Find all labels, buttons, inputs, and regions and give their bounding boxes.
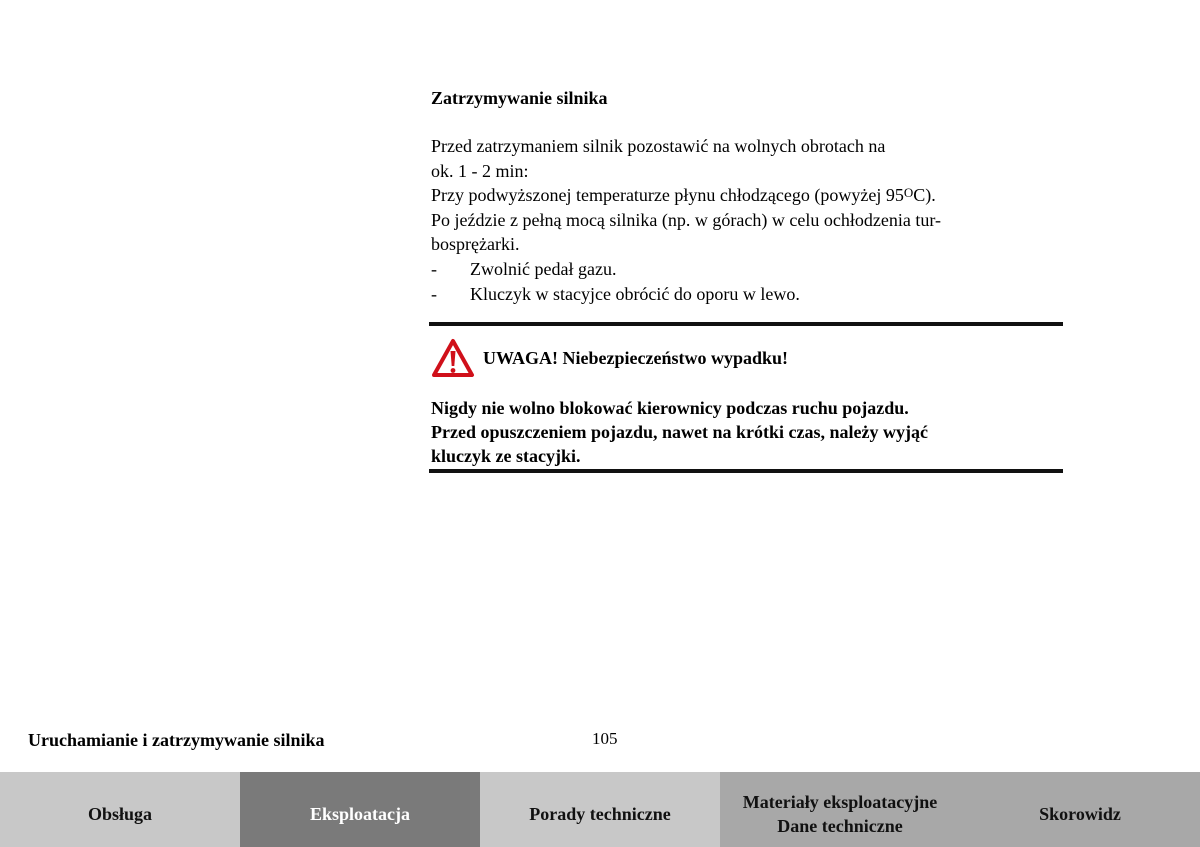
warning-line: Nigdy nie wolno blokować kierownicy podczas ruchu pojazdu.	[431, 398, 909, 418]
list-dash: -	[431, 283, 437, 304]
degree-mark: O	[903, 185, 914, 201]
warning-top-rule	[429, 322, 1063, 326]
paragraph-line-temperature	[431, 183, 1071, 208]
paragraph-line: bosprężarki.	[431, 234, 520, 255]
nav-tab-label: Skorowidz	[1039, 803, 1121, 824]
nav-tab-label-line1: Materiały eksploatacyjne	[742, 791, 938, 812]
paragraph-line: Przed zatrzymaniem silnik pozostawić na wolnych obrotach na	[431, 136, 886, 156]
paragraph-line: Po jeździe z pełną mocą silnika (np. w górach) w celu ochłodzenia tur-	[431, 209, 941, 230]
section-paragraph	[431, 134, 1071, 257]
warning-body	[431, 396, 1061, 468]
nav-tab-porady-techniczne[interactable]	[480, 772, 720, 847]
section-content	[431, 86, 1071, 306]
warning-line: kluczyk ze stacyjki.	[431, 446, 581, 466]
page-number: 105	[592, 729, 618, 748]
temperature-unit: C).	[913, 185, 936, 206]
list-dash: -	[431, 258, 437, 279]
section-heading: Zatrzymywanie silnika	[431, 88, 608, 108]
list-item	[431, 257, 1071, 282]
list-item	[431, 282, 1071, 307]
warning-header	[431, 338, 788, 378]
list-item-text: Kluczyk w stacyjce obrócić do oporu w lewo.	[470, 283, 800, 304]
nav-tab-label: Eksploatacja	[309, 803, 410, 824]
warning-bottom-rule	[429, 469, 1063, 473]
nav-tab-eksploatacja[interactable]	[240, 772, 480, 847]
step-list	[431, 257, 1071, 306]
nav-tab-materialy-dane[interactable]	[720, 772, 960, 847]
paragraph-line: ok. 1 - 2 min:	[431, 160, 529, 181]
chapter-nav-bar	[0, 772, 1200, 847]
nav-tab-label: Porady techniczne	[529, 803, 671, 824]
warning-triangle-icon	[431, 338, 475, 378]
warning-line: Przed opuszczeniem pojazdu, nawet na krótki czas, należy wyjąć	[431, 422, 928, 442]
temperature-text: Przy podwyższonej temperaturze płynu chłodzącego (powyżej 95	[431, 185, 904, 206]
nav-tab-label: Obsługa	[87, 803, 153, 824]
nav-tab-obsluga[interactable]	[0, 772, 240, 847]
warning-title: UWAGA! Niebezpieczeństwo wypadku!	[483, 347, 788, 368]
list-item-text: Zwolnić pedał gazu.	[470, 258, 617, 279]
nav-tab-label-line2: Dane techniczne	[777, 815, 903, 836]
chapter-title: Uruchamianie i zatrzymywanie silnika	[28, 730, 325, 750]
nav-tab-skorowidz[interactable]	[960, 772, 1200, 847]
